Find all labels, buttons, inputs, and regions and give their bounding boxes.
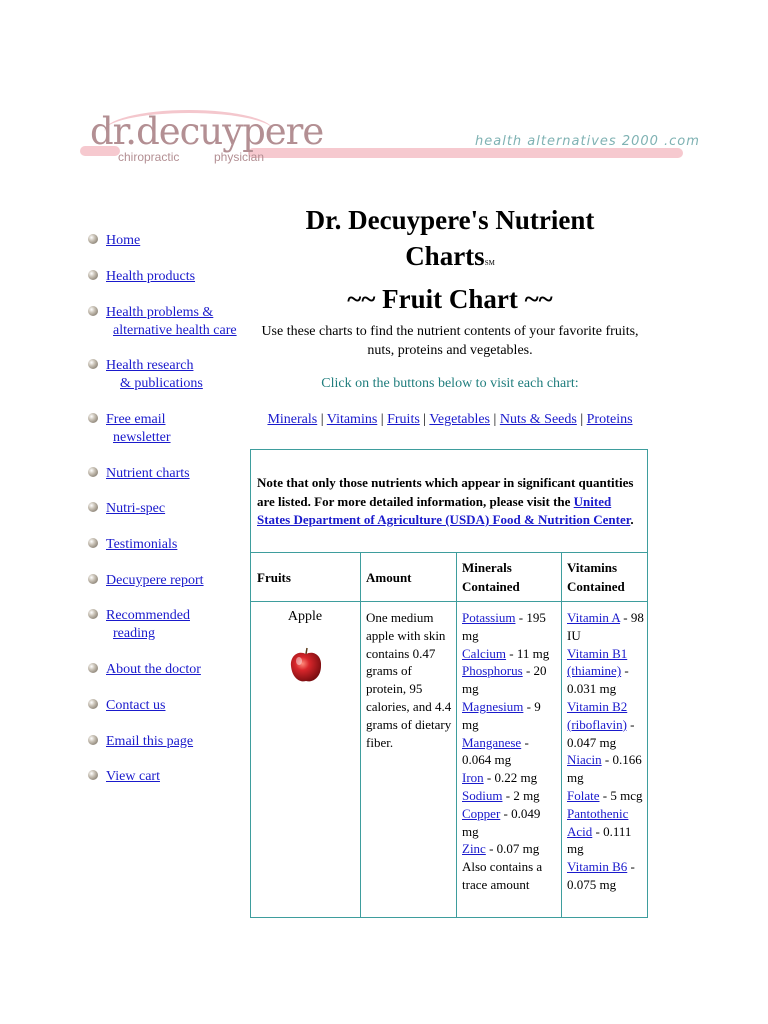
bullet-icon bbox=[88, 467, 98, 477]
sidebar-item-label-line2[interactable]: alternative health care bbox=[113, 323, 237, 338]
mineral-link[interactable]: Sodium bbox=[462, 787, 503, 803]
sidebar-item-label-line1[interactable]: Free email bbox=[106, 412, 166, 427]
table-column-divider bbox=[360, 553, 361, 918]
site-logo[interactable]: dr.decuypere bbox=[90, 110, 324, 153]
mineral-value: 195 mg bbox=[462, 610, 546, 643]
sidebar-item-label[interactable]: View cart bbox=[106, 769, 160, 784]
chart-instructions: Click on the buttons below to visit each chart: bbox=[321, 376, 579, 391]
mineral-link[interactable]: Phosphorus bbox=[462, 663, 523, 679]
sidebar-item-label-line1[interactable]: Health research bbox=[106, 358, 194, 373]
fruit-nutrient-table bbox=[250, 449, 648, 918]
bullet-icon bbox=[88, 770, 98, 780]
vitamin-item: Vitamin B2 (riboflavin) - 0.047 mg bbox=[567, 698, 635, 750]
link-separator: | bbox=[380, 412, 384, 427]
sidebar-item-label-line1[interactable]: Health problems & bbox=[106, 305, 214, 320]
bullet-icon bbox=[88, 234, 98, 244]
usda-link[interactable]: United States Department of Agriculture (USDA) Food & Nutrition Center bbox=[257, 493, 631, 527]
table-note-end: . bbox=[630, 512, 634, 527]
chart-link-nuts-seeds[interactable]: Nuts & Seeds bbox=[499, 412, 577, 427]
mineral-link[interactable]: Zinc bbox=[462, 841, 486, 857]
vitamin-link[interactable]: Vitamin A bbox=[567, 610, 621, 625]
link-separator: | bbox=[320, 412, 324, 427]
sidebar-item-label-line2[interactable]: & publications bbox=[120, 376, 203, 391]
vitamin-value: 0.166 mg bbox=[567, 752, 642, 786]
sidebar-item-label-line1[interactable]: Recommended bbox=[106, 608, 190, 623]
vitamin-value: 98 IU bbox=[567, 610, 644, 643]
bullet-icon bbox=[88, 538, 98, 548]
vitamin-value: 0.047 mg bbox=[567, 734, 617, 750]
table-column-divider bbox=[456, 553, 457, 918]
mineral-item: Copper - 0.049 mg bbox=[462, 805, 541, 839]
logo-sub-chiropractic: chiropractic bbox=[118, 150, 180, 164]
mineral-value: 20 mg bbox=[462, 663, 547, 697]
vitamin-item: Vitamin B6 - 0.075 mg bbox=[567, 859, 635, 892]
vitamin-item: Pantothenic Acid - 0.111 mg bbox=[567, 805, 632, 857]
intro-text: Use these charts to find the nutrient contents of your favorite fruits, nuts, proteins and vegetables. bbox=[261, 324, 639, 358]
column-header-fruits: Fruits bbox=[257, 570, 291, 585]
page-title-charts: Charts bbox=[405, 241, 485, 271]
mineral-value: 11 mg bbox=[516, 645, 550, 661]
vitamin-link[interactable]: Vitamin B1 (thiamine) bbox=[567, 645, 628, 679]
mineral-item: Calcium - 11 mg bbox=[462, 645, 550, 661]
sidebar-item-label-line2[interactable]: reading bbox=[113, 626, 155, 641]
vitamin-value: 5 mcg bbox=[610, 787, 643, 803]
minerals-cell bbox=[462, 609, 554, 894]
table-note bbox=[257, 474, 637, 530]
vitamin-item: Vitamin B1 (thiamine) - 0.031 mg bbox=[567, 645, 629, 697]
bullet-icon bbox=[88, 663, 98, 673]
table-divider bbox=[251, 601, 647, 602]
chart-links bbox=[250, 412, 650, 428]
link-separator: | bbox=[423, 412, 427, 427]
sidebar-item-label[interactable] bbox=[106, 411, 256, 447]
mineral-value: 9 mg bbox=[462, 698, 541, 732]
link-separator: | bbox=[580, 412, 584, 427]
mineral-item: Sodium - 2 mg bbox=[462, 787, 540, 803]
vitamins-cell bbox=[567, 609, 645, 894]
sidebar-item-label[interactable]: Decuypere report bbox=[106, 573, 204, 588]
bullet-icon bbox=[88, 735, 98, 745]
bullet-icon bbox=[88, 502, 98, 512]
bullet-icon bbox=[88, 306, 98, 316]
vitamin-value: 0.111 mg bbox=[567, 823, 632, 857]
logo-sub-physician: physician bbox=[214, 150, 265, 164]
sidebar-item-label[interactable]: Contact us bbox=[106, 698, 166, 713]
sidebar-item-label[interactable]: Nutri-spec bbox=[106, 501, 166, 516]
mineral-item: Phosphorus - 20 mg bbox=[462, 663, 547, 697]
trademark-mark: SM bbox=[484, 259, 495, 267]
table-divider bbox=[251, 552, 647, 553]
vitamin-value: 0.031 mg bbox=[567, 681, 617, 697]
mineral-item: Potassium - 195 mg bbox=[462, 610, 546, 643]
bullet-icon bbox=[88, 270, 98, 280]
sidebar-item-label[interactable]: About the doctor bbox=[106, 662, 201, 677]
mineral-value: 0.064 mg bbox=[462, 752, 512, 768]
bullet-icon bbox=[88, 359, 98, 369]
table-note-text: Note that only those nutrients which appear in significant quantities are listed. For more detailed information, please visit the bbox=[257, 475, 634, 509]
sidebar-item-label[interactable] bbox=[106, 607, 256, 643]
page-title bbox=[250, 202, 650, 317]
column-header-amount: Amount bbox=[366, 570, 412, 585]
vitamin-link[interactable]: Vitamin B6 bbox=[567, 859, 628, 875]
bullet-icon bbox=[88, 574, 98, 584]
apple-icon bbox=[288, 646, 324, 684]
sidebar-item-label[interactable]: Email this page bbox=[106, 734, 194, 749]
vitamin-link[interactable]: Folate bbox=[567, 787, 600, 803]
bullet-icon bbox=[88, 699, 98, 709]
mineral-item: Manganese - 0.064 mg bbox=[462, 734, 529, 768]
column-header-minerals: Minerals Contained bbox=[462, 560, 520, 594]
mineral-value: 0.22 mg bbox=[494, 770, 538, 786]
site-tagline: health alternatives 2000 .com bbox=[475, 134, 700, 149]
mineral-value: 2 mg bbox=[513, 787, 540, 803]
sidebar-item-label[interactable]: Nutrient charts bbox=[106, 466, 190, 481]
chart-link-vitamins[interactable]: Vitamins bbox=[326, 412, 378, 427]
chart-link-vegetables[interactable]: Vegetables bbox=[429, 412, 491, 427]
minerals-trailer: Also contains a trace amount bbox=[462, 859, 543, 892]
link-separator: | bbox=[493, 412, 497, 427]
vitamin-link[interactable]: Vitamin B2 (riboflavin) bbox=[567, 698, 628, 732]
mineral-link[interactable]: Manganese bbox=[462, 734, 522, 750]
vitamin-link[interactable]: Pantothenic Acid bbox=[567, 805, 629, 839]
mineral-value: 0.07 mg bbox=[496, 841, 540, 857]
vitamin-item: Vitamin A - 98 IU bbox=[567, 610, 644, 643]
mineral-link[interactable]: Potassium bbox=[462, 610, 516, 625]
mineral-link[interactable]: Copper bbox=[462, 805, 501, 821]
mineral-item: Magnesium - 9 mg bbox=[462, 698, 541, 732]
vitamin-item: Folate - 5 mcg bbox=[567, 787, 643, 803]
column-header-vitamins: Vitamins Contained bbox=[567, 560, 625, 594]
fruit-name: Apple bbox=[287, 609, 323, 624]
amount-cell: One medium apple with skin contains 0.47 grams of protein, 95 calories, and 4.4 grams of dietary fiber. bbox=[366, 610, 452, 750]
chart-link-proteins[interactable]: Proteins bbox=[586, 412, 633, 427]
mineral-link[interactable]: Iron bbox=[462, 770, 484, 786]
page-title-line2 bbox=[250, 238, 650, 281]
vitamin-value: 0.075 mg bbox=[567, 876, 617, 892]
mineral-value: 0.049 mg bbox=[462, 805, 541, 839]
mineral-item: Iron - 0.22 mg bbox=[462, 770, 538, 786]
mineral-link[interactable]: Magnesium bbox=[462, 698, 524, 714]
site-banner bbox=[80, 108, 700, 170]
sidebar-item-label[interactable] bbox=[106, 357, 256, 393]
page-title-line3: ~~ Fruit Chart ~~ bbox=[347, 284, 553, 314]
bullet-icon bbox=[88, 609, 98, 619]
sidebar-item-label[interactable]: Home bbox=[106, 233, 141, 248]
sidebar-item-label-line2[interactable]: newsletter bbox=[113, 430, 171, 445]
vitamin-item: Niacin - 0.166 mg bbox=[567, 752, 642, 786]
bullet-icon bbox=[88, 413, 98, 423]
mineral-link[interactable]: Calcium bbox=[462, 645, 507, 661]
chart-link-fruits[interactable]: Fruits bbox=[387, 412, 420, 427]
sidebar-item-label[interactable] bbox=[106, 304, 256, 340]
chart-link-minerals[interactable]: Minerals bbox=[267, 412, 318, 427]
table-column-divider bbox=[561, 553, 562, 918]
vitamin-link[interactable]: Niacin bbox=[567, 752, 602, 768]
page-title-line1: Dr. Decuypere's Nutrient bbox=[305, 205, 595, 235]
sidebar-item-label[interactable]: Testimonials bbox=[106, 537, 178, 552]
sidebar-item-label[interactable]: Health products bbox=[106, 269, 196, 284]
mineral-item: Zinc - 0.07 mg bbox=[462, 841, 540, 857]
